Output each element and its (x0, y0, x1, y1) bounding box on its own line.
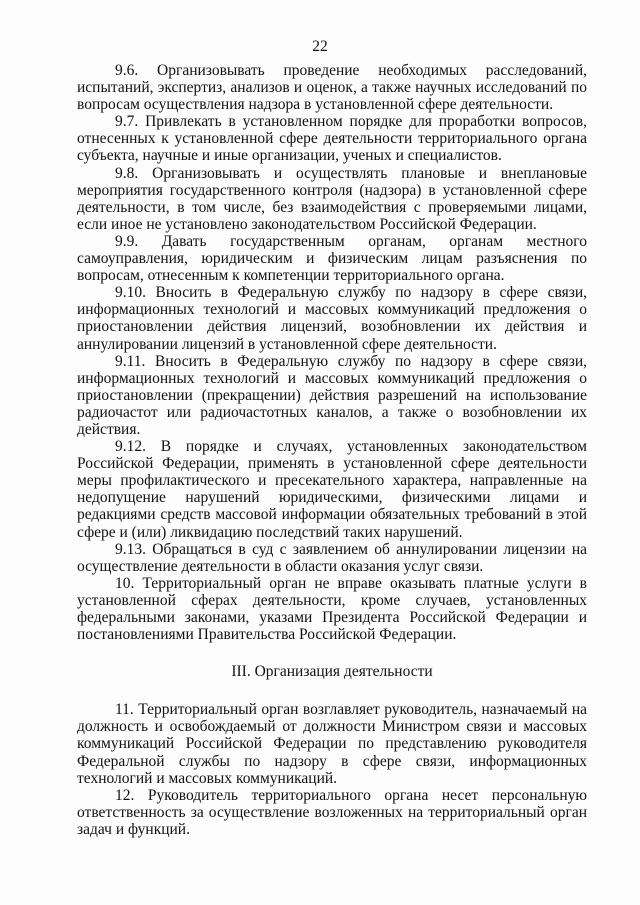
paragraph-9-12: 9.12. В порядке и случаях, установленных законодательством Российской Федерации, применять в установленной сфере деятельности меры профилактического и пресекательного характера, направленные на недопущение нарушений юридическими, физическими лицами и редакциями средств массовой информации обязательных требований в этой сфере и (или) ликвидацию последствий таких нарушений. (77, 438, 587, 541)
paragraph-9-13: 9.13. Обращаться в суд с заявлением об аннулировании лицензии на осуществление деятельности в области оказания услуг связи. (77, 540, 587, 575)
paragraph-9-8: 9.8. Организовывать и осуществлять плановые и внеплановые мероприятия государственного контроля (надзора) в установленной сфере деятельности, в том числе, без взаимодействия с проверяемыми лицами, если иное не установлено законодательством Российской Федерации. (77, 164, 587, 233)
paragraph-9-7: 9.7. Привлекать в установленном порядке для проработки вопросов, отнесенных к установленной сфере деятельности территориального органа субъекта, научные и иные организации, ученых и специалистов. (77, 113, 587, 165)
section-heading: III. Организация деятельности (231, 663, 433, 681)
paragraph-9-10: 9.10. Вносить в Федеральную службу по надзору в сфере связи, информационных технологий и массовых коммуникаций предложения о приостановлении действия лицензий, возобновлении их действия и аннулировании лицензий в установленной сфере деятельности. (77, 284, 587, 353)
paragraph-9-9: 9.9. Давать государственным органам, органам местного самоуправления, юридическим и физическим лицам разъяснения по вопросам, отнесенным к компетенции территориального органа. (77, 232, 587, 285)
page-number: 22 (312, 38, 328, 55)
paragraph-10: 10. Территориальный орган не вправе оказывать платные услуги в установленной сферах деятельности, кроме случаев, установленных федеральными законами, указами Президента Российской Федерации и постановлениями Правительства Российской Федерации. (77, 574, 587, 644)
paragraph-12: 12. Руководитель территориального органа несет персональную ответственность за осуществление возложенных на территориальный орган задач и функций. (77, 786, 587, 838)
document-body (77, 62, 587, 838)
paragraph-9-11: 9.11. Вносить в Федеральную службу по надзору в сфере связи, информационных технологий и массовых коммуникаций предложения о приостановлении (прекращении) действия разрешений на использование радиочастот или радиочастотных каналов, а также о возобновлении их действия. (77, 352, 587, 438)
paragraph-11: 11. Территориальный орган возглавляет руководитель, назначаемый на должность и освобождаемый от должности Министром связи и массовых коммуникаций Российской Федерации по представлению руководителя Федеральной службы по надзору в сфере связи, информационных технологий и массовых коммуникаций. (77, 701, 587, 787)
paragraph-9-6: 9.6. Организовывать проведение необходимых расследований, испытаний, экспертиз, анализов и оценок, а также научных исследований по вопросам осуществления надзора в установленной сфере деятельности. (77, 62, 587, 114)
